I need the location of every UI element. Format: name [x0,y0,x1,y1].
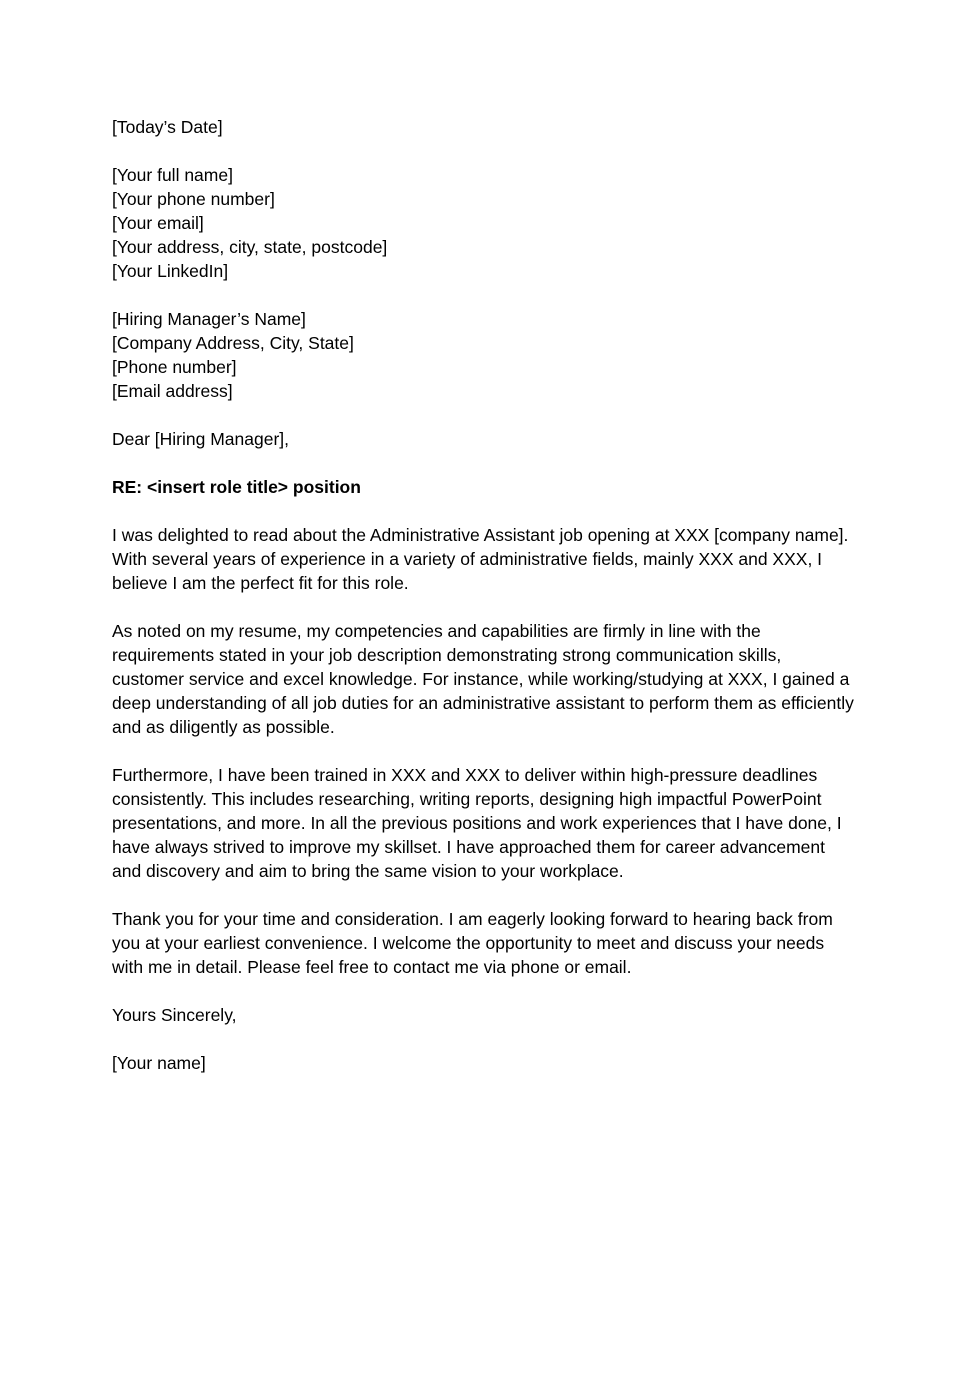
subject-line: RE: <insert role title> position [112,477,361,497]
salutation: Dear [Hiring Manager], [112,429,290,449]
recipient-email: [Email address] [112,381,233,401]
sender-address: [Your address, city, state, postcode] [112,237,388,257]
sender-full-name: [Your full name] [112,165,233,185]
salutation-block [112,427,857,451]
signature-block [112,1051,857,1075]
recipient-address: [Company Address, City, State] [112,333,354,353]
subject-block [112,475,857,499]
body-paragraph-4: Thank you for your time and consideration. I am eagerly looking forward to hearing back from you at your earliest convenience. I welcome the opportunity to meet and discuss your needs with me in detail. Please feel free to contact me via phone or email. [112,909,833,977]
closing: Yours Sincerely, [112,1005,237,1025]
sender-linkedin: [Your LinkedIn] [112,261,229,281]
sender-block [112,163,857,283]
date-block [112,115,857,139]
body-paragraph-1: I was delighted to read about the Administrative Assistant job opening at XXX [company name]. With several years of experience in a variety of administrative fields, mainly XXX and XXX, I believe I am the perfect fit for this role. [112,525,849,593]
recipient-name: [Hiring Manager’s Name] [112,309,306,329]
closing-block [112,1003,857,1027]
body-paragraph-2: As noted on my resume, my competencies and capabilities are firmly in line with the requirements stated in your job description demonstrating strong communication skills, customer service and excel knowledge. For instance, while working/studying at XXX, I gained a deep understanding of all job duties for an administrative assistant to perform them as efficiently and as diligently as possible. [112,621,854,737]
recipient-block [112,307,857,403]
recipient-phone: [Phone number] [112,357,237,377]
sender-phone: [Your phone number] [112,189,275,209]
signature: [Your name] [112,1053,206,1073]
cover-letter [112,115,857,1099]
body-paragraph-3: Furthermore, I have been trained in XXX and XXX to deliver within high-pressure deadlines consistently. This includes researching, writing reports, designing high impactful PowerPoint presentations, and more. In all the previous positions and work experiences that I have done, I have always strived to improve my skillset. I have approached them for career advancement and discovery and aim to bring the same vision to your workplace. [112,765,842,881]
letter-date: [Today’s Date] [112,117,223,137]
sender-email: [Your email] [112,213,204,233]
